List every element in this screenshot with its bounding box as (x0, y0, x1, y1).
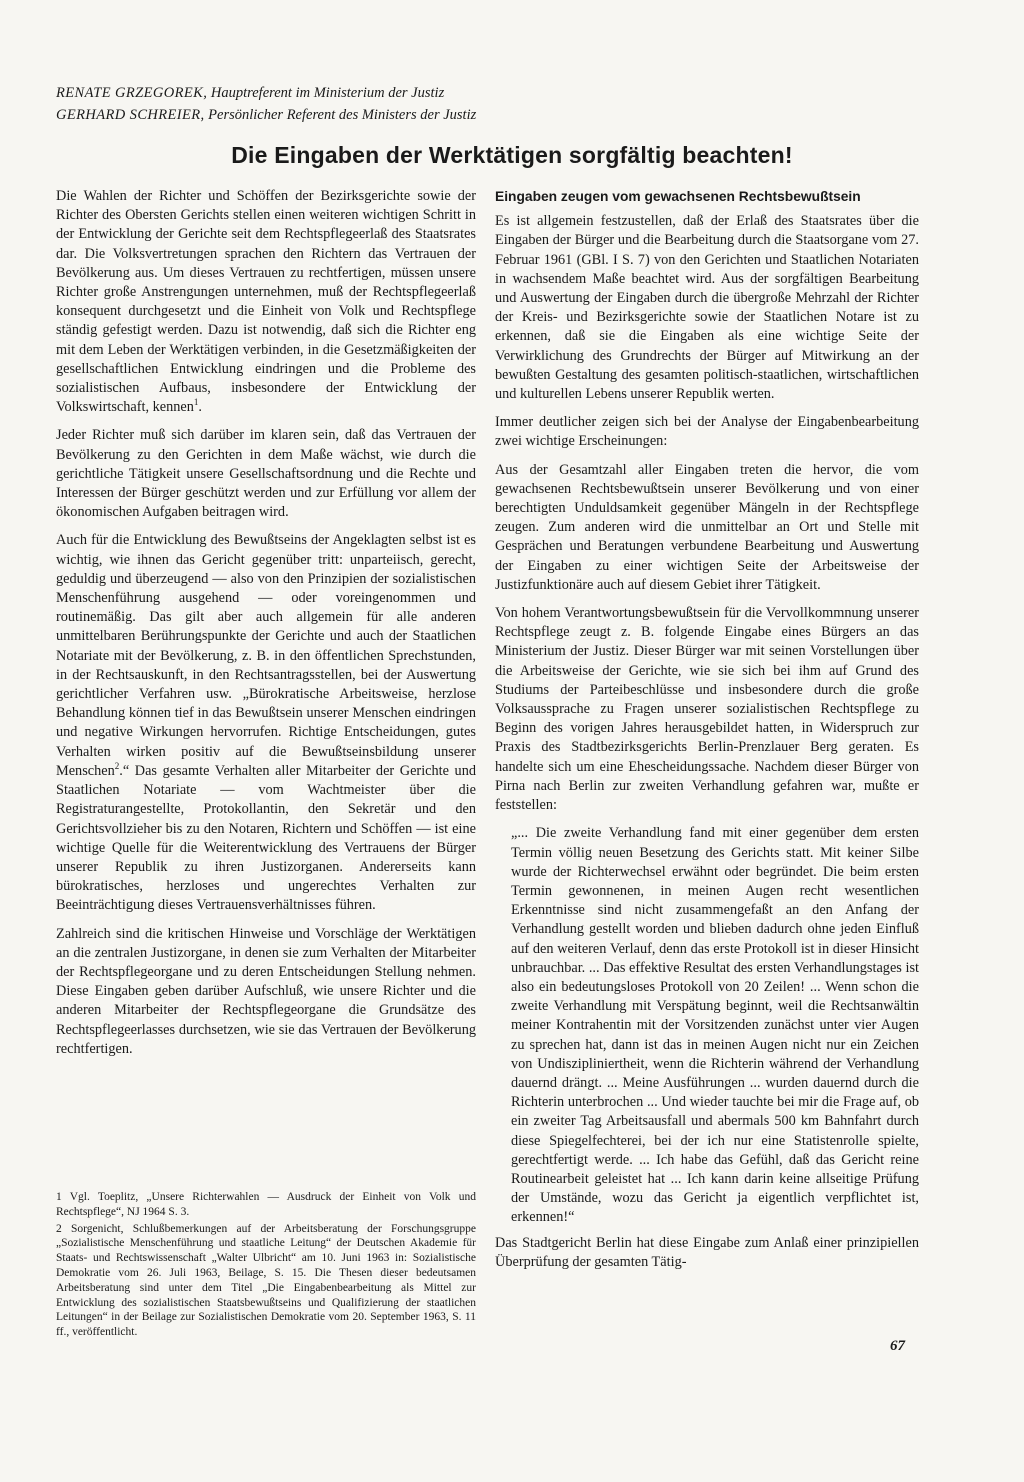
article-title: Die Eingaben der Werktätigen sorgfältig beachten! (231, 142, 793, 168)
paragraph: Auch für die Entwicklung des Bewußtseins der Angeklagten selbst ist es wichtig, wie ihnen das Gericht gegenüber tritt: unparteiisch, gerecht, geduldig und überzeugend — also von den Prinzipien der sozialistischen Menschenführung ausgehend — oder voreingenommen und routinemäßig. Das gilt aber auch allgemein für alle anderen unmittelbaren Berührungspunkte der Gerichte und auch der Staatlichen Notariate mit der Bevölkerung, z. B. in den öffentlichen Sprechstunden, in der Rechtsauskunft, in den Rechtsantragsstellen, bei der Auswertung gerichtlicher Verfahren usw. „Bürokratische Arbeitsweise, herzlose Behandlung können tief in das Bewußtsein unserer Menschen eindringen und negative Wirkungen hervorrufen. Richtige Entscheidungen, gutes Verhalten wirken positiv auf die Bewußtseinsbildung unserer Menschen$^2$.“ Das gesamte Verhalten aller Mitarbeiter der Gerichte und Staatlichen Notariate — vom Wachtmeister über die Registraturangestellte, Protokollantin, den Sekretär und den Gerichtsvollzieher bis zu den Notaren, Richtern und Schöffen — ist eine wichtige Quelle für die Weiterentwicklung des Vertrauens der Bürger unserer Republik zu ihren Justizorganen. Andererseits kann bürokratisches, herzloses und ungerechtes Verhalten zur Beeinträchtigung dieses Vertrauensverhältnisses führen. (56, 532, 476, 914)
paragraph: Aus der Gesamtzahl aller Eingaben treten die hervor, die vom gewachsenen Rechtsbewußtsein unserer Bevölkerung und von einer berechtigten Unduldsamkeit gegenüber Mängeln in der Rechtspflege zeugen. Zum anderen wird die unmittelbar an Ort und Stelle mit Gesprächen und Beratungen verbundene Bearbeitung und Auswertung der Eingaben zu einer wichtigen Seite der Arbeitsweise der Justizfunktionäre auch auf diesem Gebiet ihrer Tätigkeit. (495, 461, 919, 593)
paragraph: Das Stadtgericht Berlin hat diese Eingabe zum Anlaß einer prinzipiellen Überprüfung der gesamten Tätig- (495, 1234, 919, 1270)
footnote-ref: 2 (114, 761, 120, 772)
author-name: GERHARD SCHREIER, (56, 107, 205, 123)
paragraph: Zahlreich sind die kritischen Hinweise und Vorschläge der Werktätigen an die zentralen Justizorgane, in denen sie zum Verhalten der Mitarbeiter der Rechtspflegeorgane und zu deren Entscheidungen Stellung nehmen. Diese Eingaben geben darüber Aufschluß, wie unsere Richter und die anderen Mitarbeiter der Rechtspflegeorgane die Grundsätze des Rechtspflegeerlasses durchsetzen, wie sie das Vertrauen der Bevölkerung rechtfertigen. (56, 925, 476, 1057)
paragraph: Jeder Richter muß sich darüber im klaren sein, daß das Vertrauen der Bevölkerung zu den Gerichten in dem Maße wächst, wie durch die gerichtliche Tätigkeit unsere Gesellschaftsordnung und die Rechte und Interessen der Bürger geschützt werden und zur Erfüllung vor allem der ökonomischen Aufgaben beitragen wird. (56, 427, 476, 521)
section-heading: Eingaben zeugen vom gewachsenen Rechtsbewußtsein (495, 189, 861, 204)
author-line-1 (56, 82, 656, 104)
author-name: RENATE GRZEGOREK, (56, 85, 208, 101)
block-quote: „... Die zweite Verhandlung fand mit einer gegenüber dem ersten Termin völlig neuen Besetzung des Gerichts statt. Mit keiner Silbe wurde der Richterwechsel erwähnt oder begründet. Die beim ersten Termin gewonnenen, in meinen Augen recht wesentlichen Erkenntnisse sind nicht zusammengefaßt an den Anfang der Verhandlung gestellt worden und blieben dadurch ohne jeden Einfluß auf den weiteren Verlauf, denn das erste Protokoll ist in dieser Hinsicht unbrauchbar. ... Das effektive Resultat des ersten Verhandlungstages ist also ein bedeutungsloses Protokoll von 20 Zeilen! ... Wenn schon die zweite Verhandlung mit Verspätung beginnt, weil die Rechtsanwältin meiner Kontrahentin mit der Vorsitzenden zunächst unter vier Augen zu sprechen hat, dann ist das in meinen Augen nicht nur ein Zeichen von Undiszipliniertheit, wenn die Richterin während der Verhandlung dauernd drängt. ... Meine Ausführungen ... wurden dauernd durch die Richterin unterbrochen ... Und wieder tauchte bei mir die Frage auf, ob ein zweiter Tag Arbeitsausfall und abermals 500 km Bahnfahrt durch diese Spiegelfechterei, bei der ich nur eine Statistenrolle spielte, gerechtfertigt werde. ... Ich habe das Gefühl, daß das Gericht reine Routinearbeit geleistet hat ... Ich kann darin keine allseitige Prüfung der Umstände, wozu das Gericht ja eigentlich verpflichtet ist, erkennen!“ (511, 825, 919, 1226)
paragraph: Es ist allgemein festzustellen, daß der Erlaß des Staatsrates über die Eingaben der Bürger und die Bearbeitung durch die Staatsorgane vom 27. Februar 1961 (GBl. I S. 7) von den Gerichten und Staatlichen Notariaten in wachsendem Maße beachtet wird. Aus der sorgfältigen Bearbeitung und Auswertung der Eingaben durch die übergroße Mehrzahl der Richter der Kreis- und Bezirksgerichte sowie der Staatlichen Notare ist zu erkennen, daß sie die Eingaben als eine wichtige Seite der Verwirklichung des Grundrechts der Bürger auf Mitwirkung an der bewußten Gestaltung des gesamten politisch-staatlichen, wirtschaftlichen und kulturellen Lebens unserer Republik werten. (495, 213, 919, 403)
footnote: 2 Sorgenicht, Schlußbemerkungen auf der Arbeitsberatung der Forschungsgruppe „Sozialistische Menschenführung und staatliche Leitung“ der Deutschen Akademie für Staats- und Rechtswissenschaft „Walter Ulbricht“ am 10. Juni 1963 in: Sozialistische Demokratie vom 26. Juli 1963, Beilage, S. 15. Die Thesen dieser bedeutsamen Arbeitsberatung sind unter dem Titel „Die Eingabenbearbeitung als Mittel zur Entwicklung des sozialistischen Staatsbewußtseins und Qualifizierung der staatlichen Leitungen“ in der Beilage zur Sozialistischen Demokratie vom 20. September 1963, S. 11 ff., veröffentlicht. (56, 1222, 476, 1339)
page-number: 67 (890, 1338, 905, 1354)
footnotes (56, 1190, 476, 1342)
paragraph: Von hohem Verantwortungsbewußtsein für die Vervollkommnung unserer Rechtspflege zeugt z. B. folgende Eingabe eines Bürgers an das Ministerium der Justiz. Dieser Bürger war mit seinen Vorstellungen über die Arbeitsweise der Gerichte, wie sie sich bei ihm auf Grund des Studiums der Parteibeschlüsse und insbesondere durch die große Volksaussprache zu Fragen unserer sozialistischen Rechtspflege zu Beginn des vorigen Jahres herausgebildet hatten, in Widerspruch zur Praxis des Stadtbezirksgerichts Berlin-Prenzlauer Berg geraten. Es handelte sich um eine Ehescheidungssache. Nachdem dieser Bürger von Pirna nach Berlin zur zweiten Verhandlung gefahren war, mußte er feststellen: (495, 605, 919, 814)
footnote-ref: 1 (193, 397, 199, 408)
left-column (56, 187, 476, 1068)
author-role: Persönlicher Referent des Ministers der Justiz (208, 107, 477, 123)
footnote: 1 Vgl. Toeplitz, „Unsere Richterwahlen — Ausdruck der Einheit von Volk und Rechtspflege“, NJ 1964 S. 3. (56, 1191, 476, 1218)
author-line-2 (56, 104, 656, 126)
paragraph: Die Wahlen der Richter und Schöffen der Bezirksgerichte sowie der Richter des Obersten Gerichts stellen einen weiteren wichtigen Schritt in der Entwicklung der Gerichte seit dem Rechtspflegeerlaß des Staatsrates dar. Die Volksvertretungen sprachen den Richtern das Vertrauen der Bevölkerung aus. Um dieses Vertrauen zu rechtfertigen, müssen unsere Richter große Anstrengungen unternehmen, muß der Rechtspflegeerlaß konsequent durchgesetzt und die Einheit von Volk und Rechtspflege ständig gefestigt werden. Dazu ist notwendig, daß sich die Richter eng mit dem Leben der Werktätigen verbinden, in die Gesetzmäßigkeiten der gesellschaftlichen Entwicklung eindringen und die Probleme des sozialistischen Aufbaus, insbesondere der Entwicklung der Volkswirtschaft, kennen$^1$. (56, 188, 476, 416)
author-block (56, 82, 656, 126)
paragraph: Immer deutlicher zeigen sich bei der Analyse der Eingabenbearbeitung zwei wichtige Erscheinungen: (495, 414, 919, 450)
right-column (495, 187, 919, 1281)
author-role: Hauptreferent im Ministerium der Justiz (210, 85, 445, 101)
